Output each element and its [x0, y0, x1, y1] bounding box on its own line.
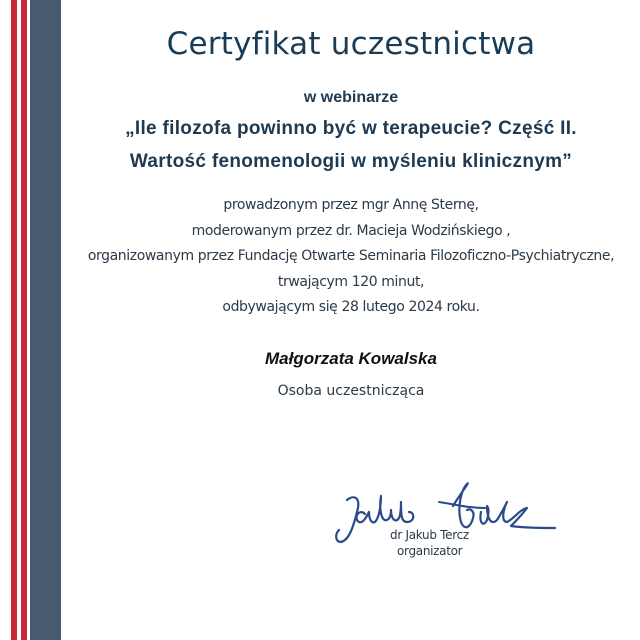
detail-line-date: odbywającym się 28 lutego 2024 roku.	[222, 299, 480, 315]
decorative-blue-band	[30, 0, 61, 640]
decorative-red-stripe	[21, 0, 27, 640]
decorative-red-stripe	[11, 0, 17, 640]
webinar-title-line-2: Wartość fenomenologii w myśleniu klinicznym”	[129, 151, 573, 172]
signatory-name: dr Jakub Tercz	[390, 528, 469, 542]
detail-line-moderator: moderowanym przez dr. Macieja Wodzińskiego ,	[191, 222, 511, 239]
detail-line-organizer: organizowanym przez Fundację Otwarte Seminaria Filozoficzno-Psychiatryczne,	[87, 248, 615, 264]
certificate-subtitle: w webinarze	[303, 89, 399, 106]
detail-line-duration: trwającym 120 minut,	[277, 273, 425, 290]
detail-line-host: prowadzonym przez mgr Annę Sternę,	[223, 197, 479, 213]
webinar-title-line-1: „Ile filozofa powinno być w terapeucie? Część II.	[125, 118, 577, 139]
participant-name: Małgorzata Kowalska	[265, 349, 437, 368]
webinar-details	[62, 193, 640, 321]
certificate-title: Certyfikat uczestnictwa	[166, 26, 536, 62]
signatory-role: organizator	[397, 544, 463, 558]
participant-role: Osoba uczestnicząca	[277, 383, 425, 399]
